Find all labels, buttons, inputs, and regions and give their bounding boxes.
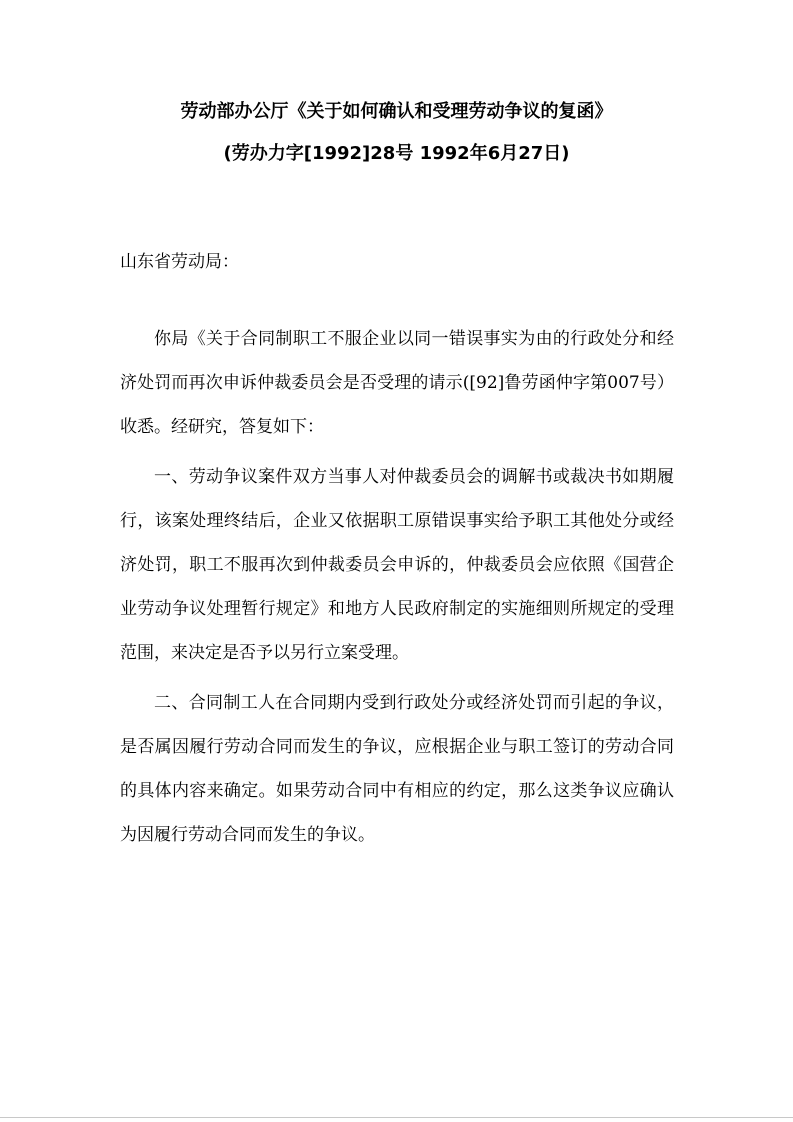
- document-title: 劳动部办公厅《关于如何确认和受理劳动争议的复函》: [180, 101, 613, 122]
- paragraph-intro: 你局《关于合同制职工不服企业以同一错误事实为由的行政处分和经济处罚而再次申诉仲裁委员会是否受理的请示([92]鲁劳函仲字第007号）收悉。经研究，答复如下：: [120, 329, 674, 437]
- paragraph-item-two: 二、合同制工人在合同期内受到行政处分或经济处罚而引起的争议，是否属因履行劳动合同而发生的争议，应根据企业与职工签订的劳动合同的具体内容来确定。如果劳动合同中有相应的约定，那么这类争议应确认为因履行劳动合同而发生的争议。: [120, 693, 674, 845]
- page-bottom-divider: [0, 1117, 793, 1118]
- document-subtitle: (劳办力字[1992]28号 1992年6月27日): [223, 143, 570, 164]
- paragraph-item-one: 一、劳动争议案件双方当事人对仲裁委员会的调解书或裁决书如期履行，该案处理终结后，企业又依据职工原错误事实给予职工其他处分或经济处罚，职工不服再次到仲裁委员会申诉的，仲裁委员会应依照《国营企业劳动争议处理暂行规定》和地方人民政府制定的实施细则所规定的受理范围，来决定是否予以另行立案受理。: [120, 467, 674, 663]
- salutation: 山东省劳动局：: [120, 252, 239, 272]
